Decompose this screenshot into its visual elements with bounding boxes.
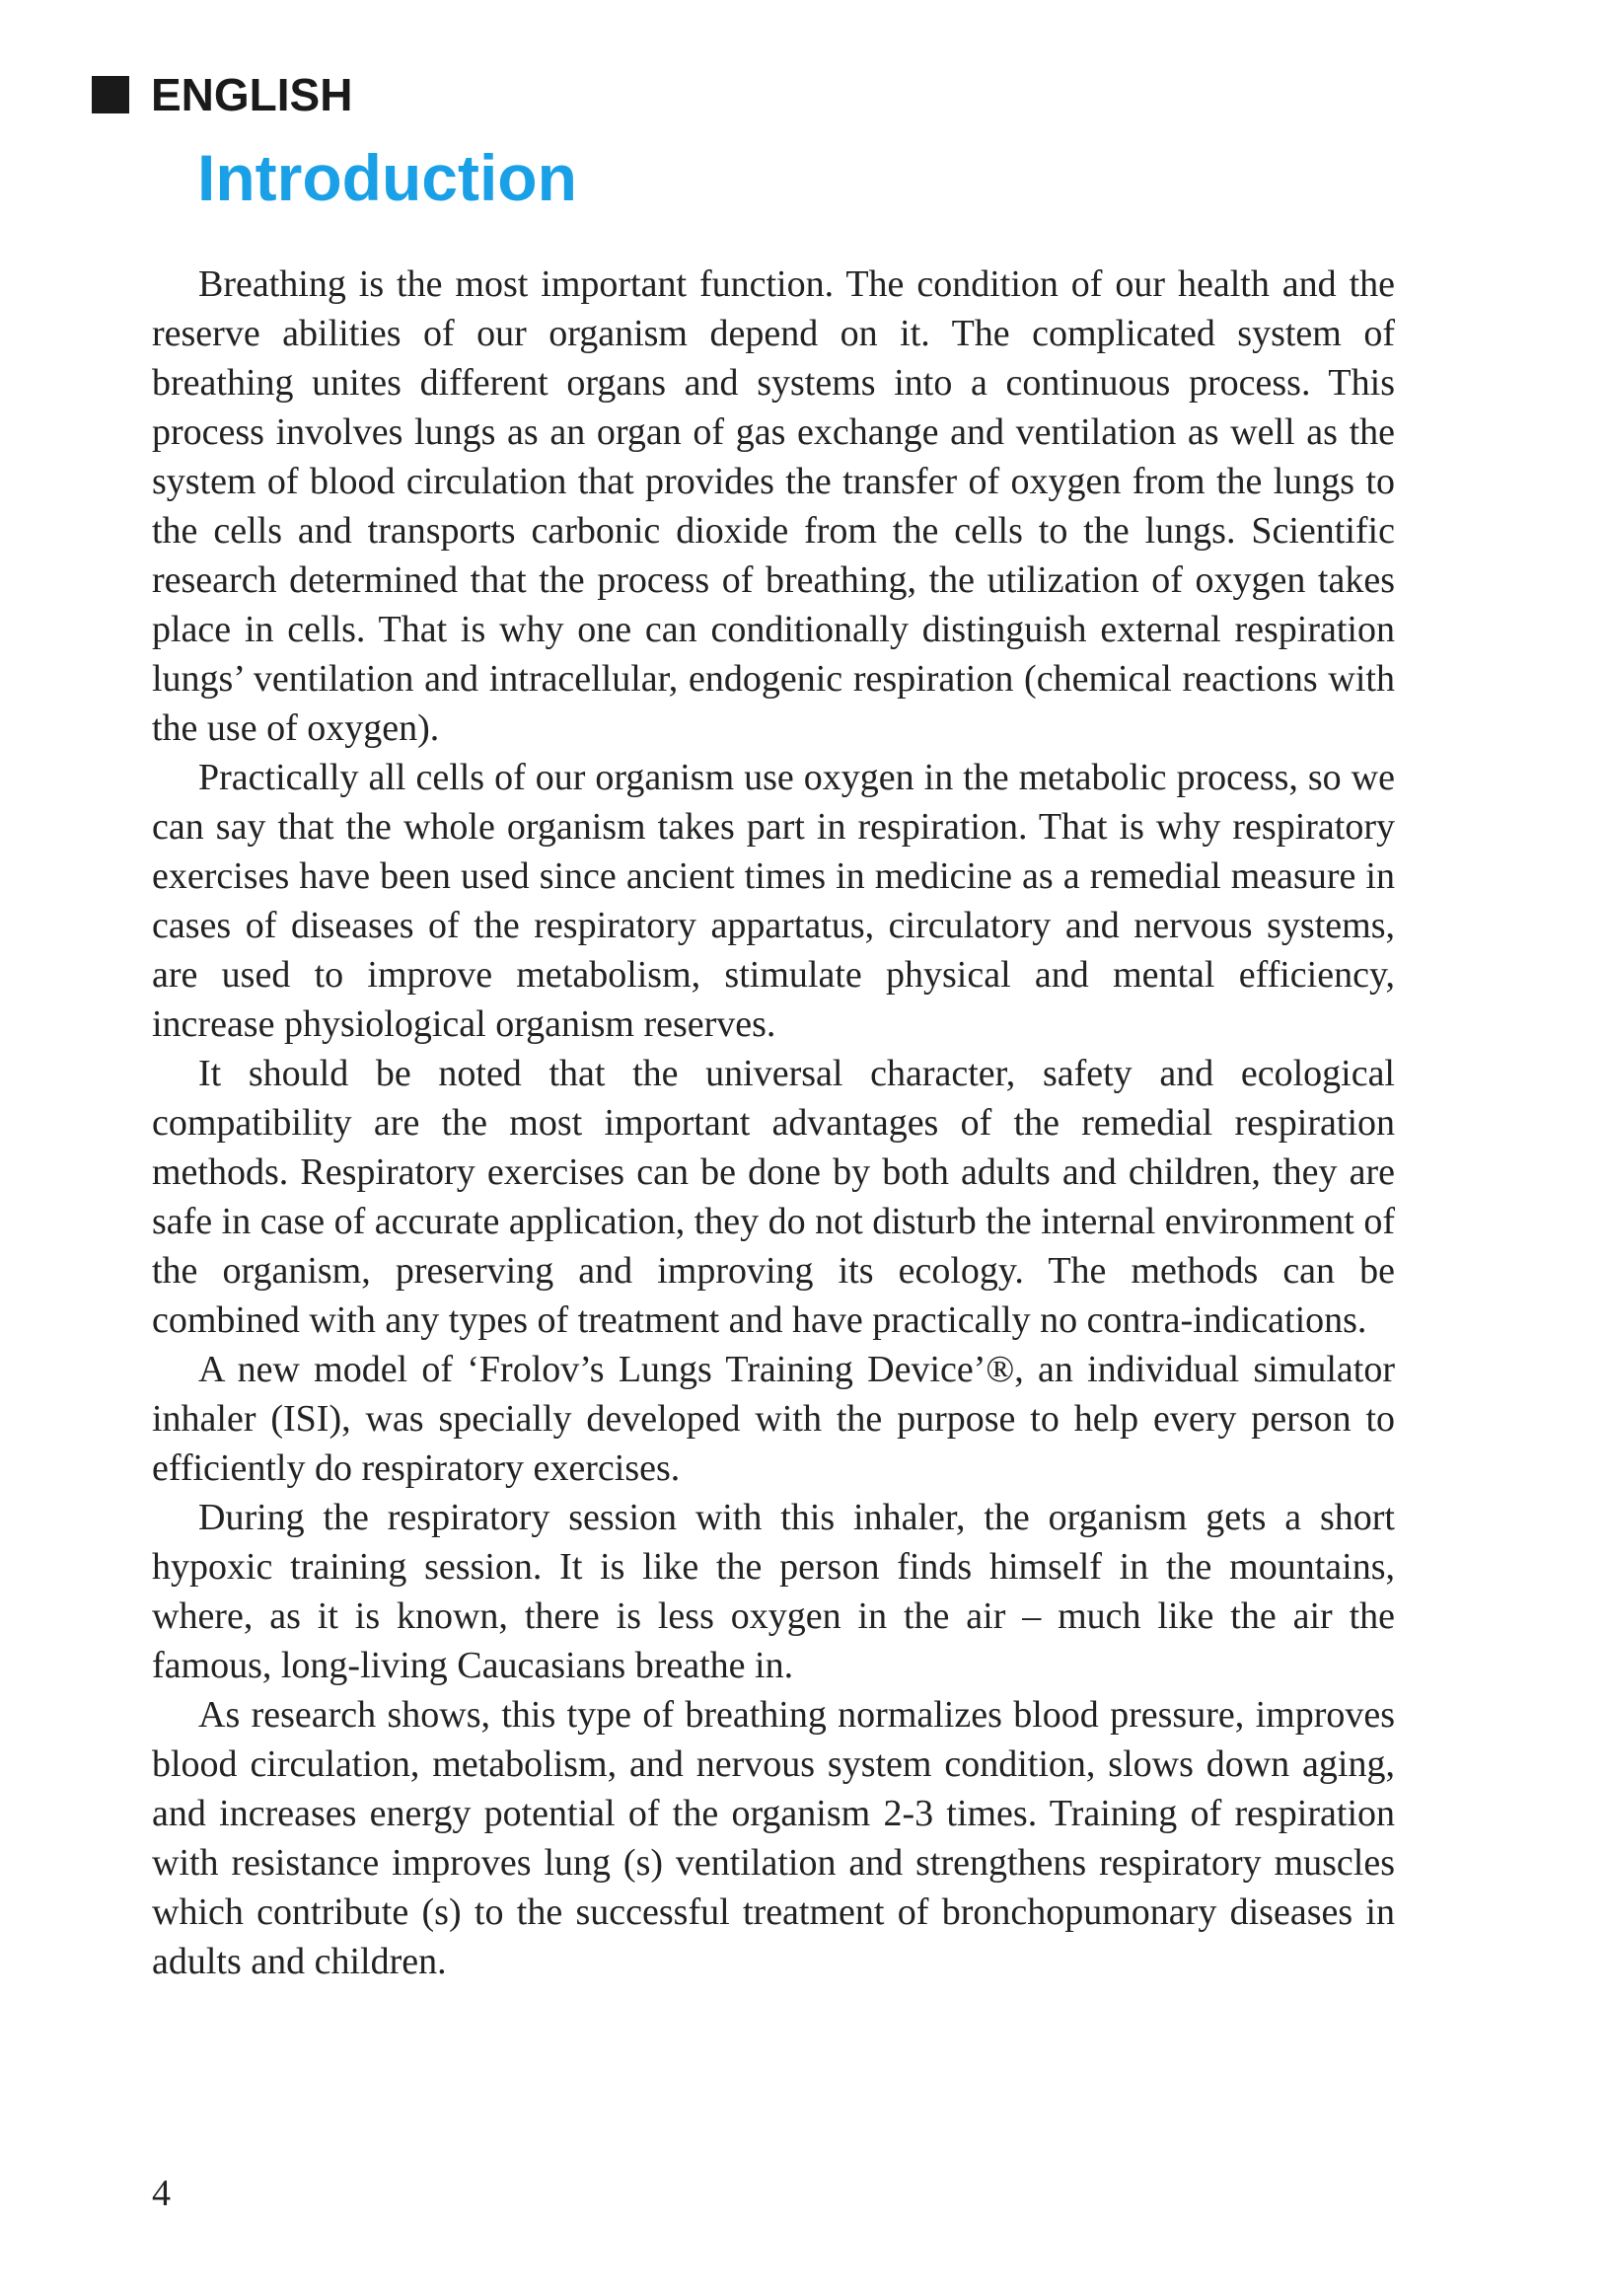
paragraph-5: During the respiratory session with this inhaler, the organism gets a short hypoxic training session. It is like the person finds himself in the mountains, where, as it is known, there is less oxygen in the air – much like the air the famous, long-living Caucasians breathe in. <box>152 1497 1395 1686</box>
paragraph-1: Breathing is the most important function. The condition of our health and the reserve abilities of our organism depend on it. The complicated system of breathing unites different organs and systems into a continuous process. This process involves lungs as an organ of gas exchange and ventilation as well as the system of blood circulation that provides the transfer of oxygen from the lungs to the cells and transports carbonic dioxide from the cells to the lungs. Scientific research determined that the process of breathing, the utilization of oxygen takes place in cells. That is why one can conditionally distinguish external respiration lungs’ ventilation and intracellular, endogenic respiration (chemical reactions with the use of oxygen). <box>152 263 1395 749</box>
body-text <box>152 259 1395 1986</box>
section-square-icon <box>92 76 129 113</box>
page-number: 4 <box>152 2173 171 2214</box>
paragraph-3: It should be noted that the universal character, safety and ecological compatibility are the most important advantages of the remedial respiration methods. Respiratory exercises can be done by both adults and children, they are safe in case of accurate application, they do not disturb the internal environment of the organism, preserving and improving its ecology. The methods can be combined with any types of treatment and have practically no contra-indications. <box>152 1053 1395 1341</box>
paragraph-4: A new model of ‘Frolov’s Lungs Training Device’®, an individual simulator inhaler (ISI), was specially developed with the purpose to help every person to efficiently do respiratory exercises. <box>152 1349 1395 1489</box>
section-label-text: ENGLISH <box>151 69 353 120</box>
section-label <box>92 67 352 122</box>
paragraph-2: Practically all cells of our organism use oxygen in the metabolic process, so we can say that the whole organism takes part in respiration. That is why respiratory exercises have been used since ancient times in medicine as a remedial measure in cases of diseases of the respiratory appartatus, circulatory and nervous systems, are used to improve metabolism, stimulate physical and mental efficiency, increase physiological organism reserves. <box>152 757 1395 1045</box>
page-title: Introduction <box>197 141 577 214</box>
paragraph-6: As research shows, this type of breathing normalizes blood pressure, improves blood circulation, metabolism, and nervous system condition, slows down aging, and increases energy potential of the organism 2-3 times. Training of respiration with resistance improves lung (s) ventilation and strengthens respiratory muscles which contribute (s) to the successful treatment of bronchopumonary diseases in adults and children. <box>152 1694 1395 1982</box>
